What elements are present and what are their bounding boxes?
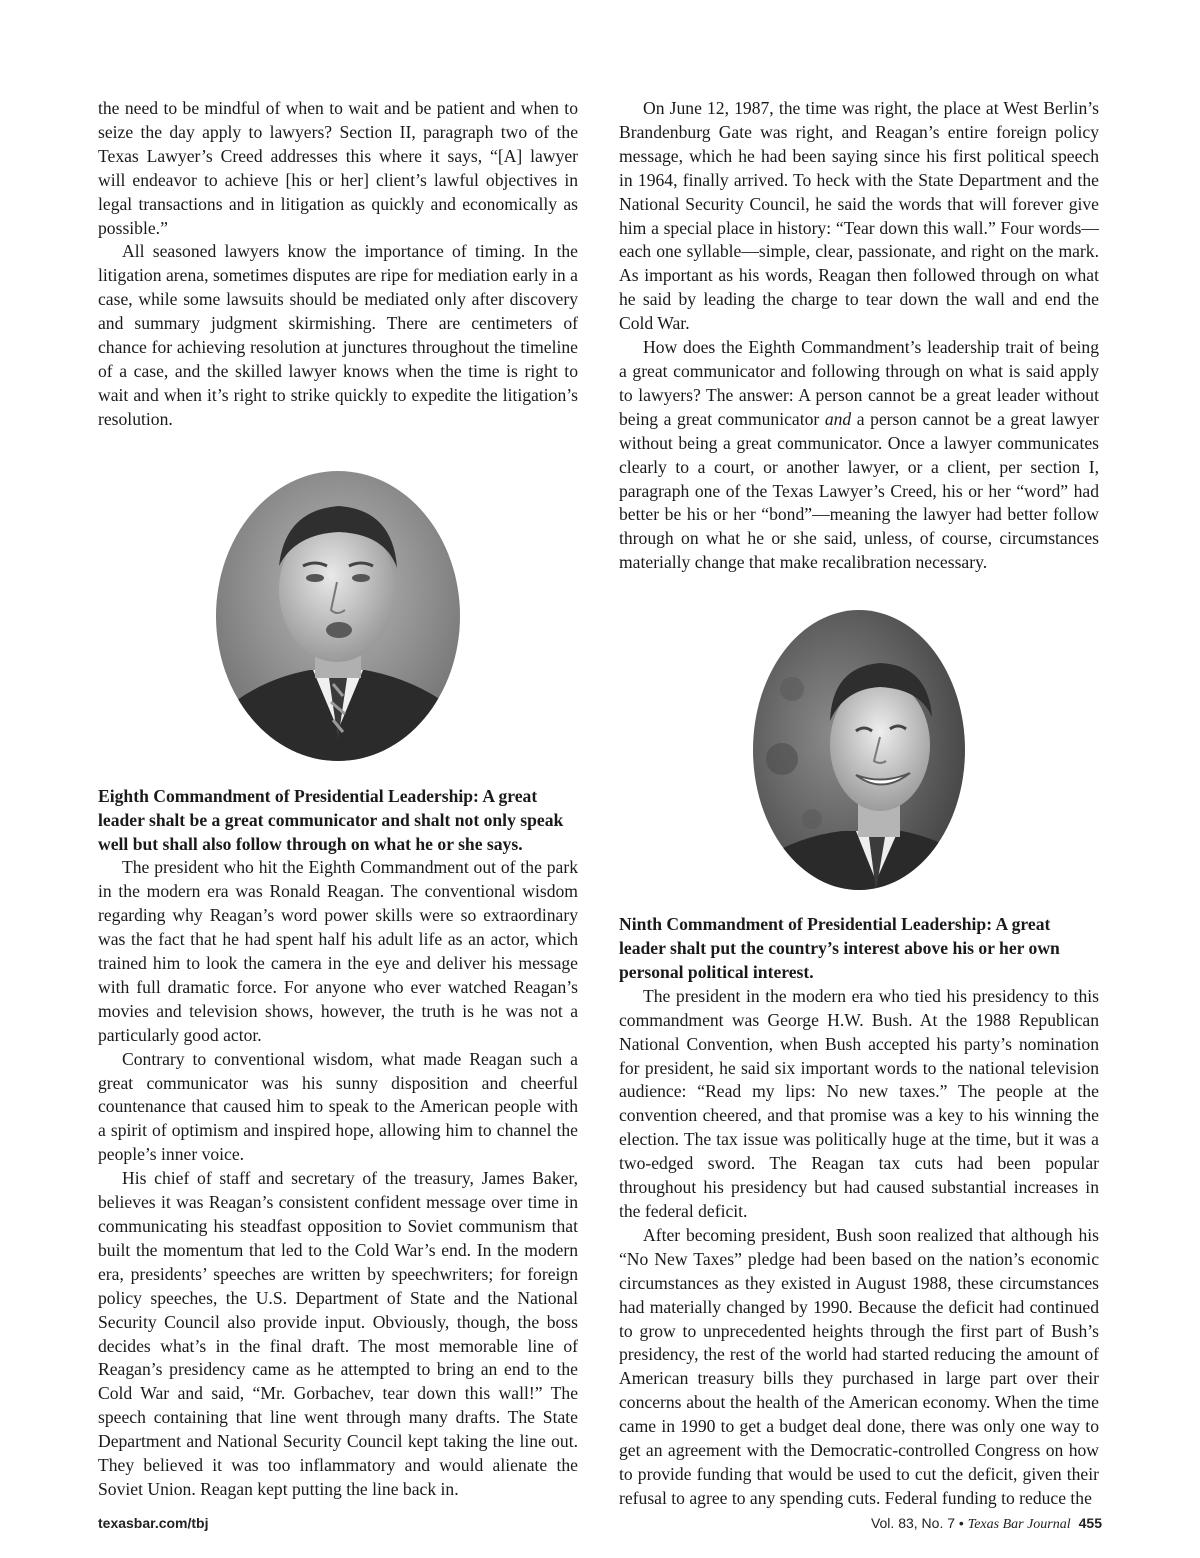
paragraph-lawyers-communicator bbox=[619, 336, 1099, 575]
footer-journal-title: Texas Bar Journal bbox=[967, 1517, 1071, 1532]
eighth-commandment-heading: Eighth Commandment of Presidential Leadership: A great leader shalt be a great communicator and shalt not only speak well but shall also follow through on what he or she says. bbox=[98, 785, 564, 854]
bush-photo-icon bbox=[752, 609, 966, 891]
paragraph-timing-litigation: All seasoned lawyers know the importance of timing. In the litigation arena, sometimes disputes are ripe for mediation early in a case, while some lawsuits should be mediated only after discovery and summary judgment skirmishing. There are centimeters of chance for achieving resolution at junctures throughout the timeline of a case, and the skilled lawyer knows when the time is right to wait and when it’s right to strike quickly to expedite the litigation’s resolution. bbox=[98, 241, 578, 429]
paragraph-reagan-intro: The president who hit the Eighth Commandment out of the park in the modern era was Ronald Reagan. The conventional wisdom regarding why Reagan’s word power skills were so extraordinary was the fact that he had spent half his adult life as an actor, which trained him to look the camera in the eye and deliver his message with full dramatic force. For anyone who ever watched Reagan’s movies and television shows, however, the truth is he was not a particularly good actor. bbox=[98, 857, 578, 1045]
footer-bullet: • bbox=[958, 1515, 964, 1531]
paragraph-timing-creed: the need to be mindful of when to wait and be patient and when to seize the day apply to lawyers? Section II, paragraph two of the Texas Lawyer’s Creed addresses this where it says, “[A] lawyer will endeavor to achieve [his or her] client’s lawful objectives in legal transactions and in litigation as quickly and economically as possible.” bbox=[98, 98, 578, 238]
paragraph-lawyers-text-a: How does the Eighth Commandment’s leadership trait of being a great communicator and following through on what is said apply to lawyers? The answer: A person cannot be a great leader without being a great communicator bbox=[619, 337, 1099, 429]
paragraph-lawyers-text-b: a person cannot be a great lawyer without being a great communicator. Once a lawyer communicates clearly to a court, or another lawyer, or a client, per section I, paragraph one of the Texas Lawyer’s Creed, his or her “word” had better be his or her “bond”—meaning the lawyer had better follow through on what he or she said, unless, of course, circumstances materially change that make recalibration necessary. bbox=[619, 408, 1099, 573]
paragraph-berlin-wall: On June 12, 1987, the time was right, the place at West Berlin’s Brandenburg Gate was right, and Reagan’s entire foreign policy message, which he had been saying since his first political speech in 1964, finally arrived. To heck with the State Department and the National Security Council, he said the words that will forever give him a special place in history: “Tear down this wall.” Four words—each one syllable—simple, clear, passionate, and right on the mark. As important as his words, Reagan then followed through on what he said by leading the charge to tear down the wall and end the Cold War. bbox=[619, 98, 1099, 334]
bush-portrait bbox=[619, 609, 1099, 891]
paragraph-reagan-baker: His chief of staff and secretary of the treasury, James Baker, believes it was Reagan’s consistent confident message over time in communicating his steadfast opposition to Soviet communism that built the momentum that led to the Cold War’s end. In the modern era, presidents’ speeches are written by speechwriters; for foreign policy speeches, the U.S. Department of State and the National Security Council also provide input. Obviously, though, the boss decides what’s in the final draft. The most memorable line of Reagan’s presidency came as he attempted to bring an end to the Cold War and said, “Mr. Gorbachev, tear down this wall!” The speech containing that line went through many drafts. The State Department and National Security Council kept taking the line out. They believed it was too inflammatory and would alienate the Soviet Union. Reagan kept putting the line back in. bbox=[98, 1168, 578, 1499]
reagan-portrait bbox=[98, 470, 578, 762]
page-footer bbox=[98, 1515, 1102, 1535]
footer-url-link[interactable]: texasbar.com/tbj bbox=[98, 1515, 209, 1531]
footer-volume: Vol. 83, No. 7 bbox=[870, 1515, 956, 1531]
right-column bbox=[619, 97, 1099, 1511]
paragraph-lawyers-emphasis: and bbox=[824, 408, 852, 429]
paragraph-bush-deficit: After becoming president, Bush soon realized that although his “No New Taxes” pledge had been based on the nation’s economic circumstances as they existed in August 1988, these circumstances had materially changed by 1990. Because the deficit had continued to grow to unprecedented heights through the first part of Bush’s presidency, the rest of the world had started reducing the amount of American treasury bills they purchased in large part over their concerns about the health of the American economy. When the time came in 1990 to get a budget deal done, there was only one way to get an agreement with the Democratic-controlled Congress on how to provide funding that would be used to cut the deficit, given their refusal to agree to any spending cuts. Federal funding to reduce the bbox=[619, 1224, 1099, 1508]
ninth-commandment-heading: Ninth Commandment of Presidential Leadership: A great leader shalt put the country’s interest above his or her own personal political interest. bbox=[619, 914, 1060, 982]
paragraph-reagan-communicator: Contrary to conventional wisdom, what made Reagan such a great communicator was his sunny disposition and cheerful countenance that caused him to speak to the American people with a spirit of optimism and inspired hope, allowing him to channel the people’s inner voice. bbox=[98, 1048, 578, 1165]
reagan-photo-icon bbox=[215, 470, 461, 762]
footer-citation bbox=[871, 1515, 1102, 1533]
page-number: 455 bbox=[1078, 1515, 1102, 1531]
left-column bbox=[98, 97, 578, 1502]
paragraph-bush-intro: The president in the modern era who tied his presidency to this commandment was George H.W. Bush. At the 1988 Republican National Convention, when Bush accepted his party’s nomination for president, he said six important words to the national television audience: “Read my lips: No new taxes.” The people at the convention cheered, and that promise was a key to his winning the election. The tax issue was politically huge at the time, but it was a two-edged sword. The Reagan tax cuts had been popular throughout his presidency but had caused substantial increases in the federal deficit. bbox=[619, 985, 1099, 1221]
